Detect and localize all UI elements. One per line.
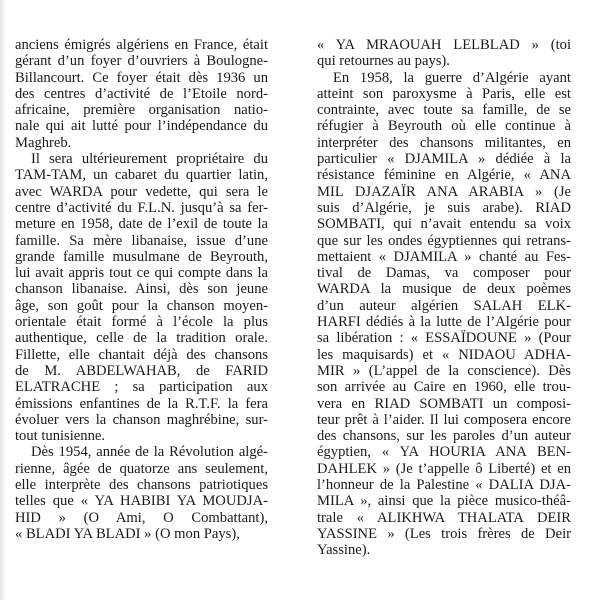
text-line: Dès 1954, année de la Révolution algé- [31, 444, 268, 461]
text-line: YASSINE » (Les trois frères de Deir [317, 525, 571, 542]
text-line: MILA », ainsi que la pièce musico-théâ- [317, 493, 571, 510]
text-line: « YA MRAOUAH LELBLAD » (toi [317, 37, 571, 53]
text-line: rienne, âgée de quatorze ans seulement, [15, 460, 268, 477]
text-line: âge, son goût pour la chanson moyen- [15, 297, 268, 314]
text-line: égyptien, « YA HOURIA ANA BEN- [317, 444, 571, 461]
text-line: « BLADI YA BLADI » (O mon Pays), [15, 525, 240, 542]
text-line: SOMBATI, qui n’avait entendu sa voix [317, 216, 571, 233]
text-line: des chansons, sur les paroles d’un auteur [317, 428, 571, 445]
text-line: interpréter des chansons militantes, en [317, 134, 571, 151]
text-line: lui avait appris tout ce qui compte dans la [15, 265, 268, 282]
text-line: HARFI dédiés à la lutte de l’Algérie pour [317, 314, 571, 331]
text-line: nale qui ait lutté pour l’indépendance du [15, 118, 268, 135]
text-line: résistance féminine en Algérie, « ANA [317, 167, 571, 184]
paragraph [15, 37, 268, 151]
text-line: tival de Damas, va composer pour [317, 265, 571, 282]
text-line: gérant d’un foyer d’ouvriers à Boulogne- [15, 53, 268, 70]
text-line: de M. ABDELWAHAB, de FARID [15, 362, 268, 379]
paragraph [317, 70, 571, 559]
text-line: africaine, première organisation natio- [15, 102, 268, 119]
paragraph [317, 37, 571, 70]
text-line: Yassine). [317, 542, 371, 559]
text-line: son arrivée au Caire en 1960, elle trou- [317, 379, 571, 396]
text-line: teur prêt à l’aider. Il lui composera encore [317, 411, 571, 428]
text-line: telles que « YA HABIBI YA MOUDJA- [15, 493, 268, 510]
text-line: des centres d’activité de l’Etoile nord- [15, 85, 268, 102]
text-line: mettaient « DJAMILA » chanté au Fes- [317, 248, 571, 265]
text-line: Billancourt. Ce foyer était dès 1936 un [15, 69, 268, 86]
text-line: évoluer vers la chanson maghrébine, sur- [15, 411, 268, 428]
text-line: chanson libanaise. Ainsi, dès son jeune [15, 281, 268, 298]
text-line: qui retournes au pays). [317, 53, 450, 70]
text-line: elle interprète des chansons patriotiques [15, 477, 268, 494]
text-line: émissions enfantines de la R.T.F. la fera [15, 395, 268, 412]
text-line: l’honneur de la Palestine « DALIA DJA- [317, 477, 571, 494]
text-line: authentique, celle de la tradition orale. [15, 330, 268, 347]
text-line: particulier « DJAMILA » dédiée à la [317, 151, 571, 168]
text-line: TAM-TAM, un cabaret du quartier latin, [15, 167, 268, 184]
text-line: avec WARDA pour vedette, qui sera le [15, 183, 268, 200]
left-column [15, 37, 268, 542]
text-line: sa libération : « ESSAÏDOUNE » (Pour [317, 330, 571, 347]
text-line: grande famille musulmane de Beyrouth, [15, 248, 268, 265]
text-line: HID » (O Ami, O Combattant), [15, 509, 268, 526]
text-line: les maquisards) et « NIDAOU ADHA- [317, 346, 571, 363]
text-line: Maghreb. [15, 134, 72, 151]
text-line: En 1958, la guerre d’Algérie ayant [333, 69, 571, 86]
text-line: vera en RIAD SOMBATI un composi- [317, 395, 571, 412]
text-line: DAHLEK » (Je t’appelle ô Liberté) et en [317, 460, 571, 477]
text-line: réfugier à Beyrouth où elle continue à [317, 118, 571, 135]
text-line: Fillette, elle chantait déjà des chansons [15, 346, 268, 363]
text-line: atteint son paroxysme à Paris, elle est [317, 85, 571, 102]
text-line: meture en 1958, date de l’exil de toute la [15, 216, 268, 233]
text-line: suis d’Algérie, je suis arabe). RIAD [317, 199, 571, 216]
text-line: d’un auteur algérien SALAH ELK- [317, 297, 571, 314]
text-line: Il sera ultérieurement propriétaire du [31, 151, 268, 168]
text-line: MIR » (L’appel de la conscience). Dès [317, 362, 571, 379]
text-line: orientale était formé à l’école la plus [15, 314, 268, 331]
text-line: que sur les ondes égyptiennes qui retrans- [317, 232, 571, 249]
text-line: ELATRACHE ; sa participation aux [15, 379, 268, 396]
text-line: MIL DJAZAÏR ANA ARABIA » (Je [317, 183, 571, 200]
right-column [317, 37, 571, 559]
paragraph [15, 444, 268, 542]
text-line: WARDA la musique de deux poèmes [317, 281, 571, 298]
text-line: famille. Sa mère libanaise, issue d’une [15, 232, 268, 249]
text-line: contrainte, avec toute sa famille, de se [317, 102, 571, 119]
text-line: trale « ALIKHWA THALATA DEIR [317, 509, 571, 526]
text-line: anciens émigrés algériens en France, était [15, 37, 268, 53]
page-edge-shadow [0, 0, 6, 600]
text-line: tout tunisienne. [15, 428, 105, 445]
text-line: centre d’activité du F.L.N. jusqu’à sa fer- [15, 199, 268, 216]
paragraph [15, 151, 268, 444]
